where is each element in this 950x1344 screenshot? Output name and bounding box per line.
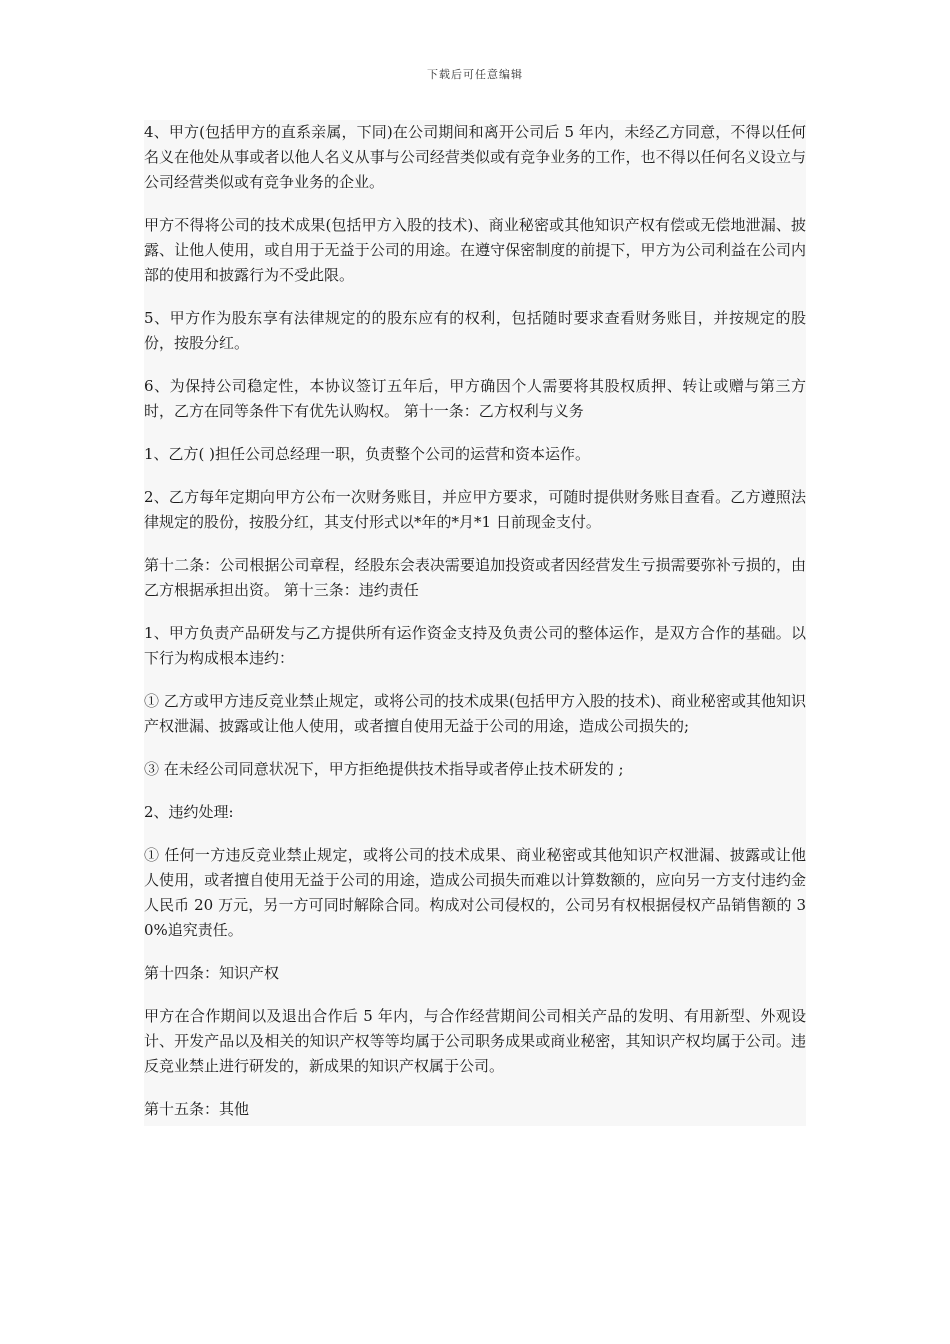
paragraph-breach-item-1: ① 乙方或甲方违反竞业禁止规定，或将公司的技术成果(包括甲方入股的技术)、商业秘密或其他知识产权泄漏、披露或让他人使用，或者擅自使用无益于公司的用途，造成公司损失的; bbox=[144, 692, 806, 735]
paragraph-article-12: 第十二条：公司根据公司章程，经股东会表决需要追加投资或者因经营发生亏损需要弥补亏损的，由乙方根据承担出资。 第十三条：违约责任 bbox=[144, 556, 806, 599]
paragraph-clause-6: 6、为保持公司稳定性，本协议签订五年后，甲方确因个人需要将其股权质押、转让或赠与第三方时，乙方在同等条件下有优先认购权。 第十一条：乙方权利与义务 bbox=[144, 377, 806, 420]
paragraph-ip-ownership: 甲方在合作期间以及退出合作后 5 年内，与合作经营期间公司相关产品的发明、有用新型、外观设计、开发产品以及相关的知识产权等等均属于公司职务成果或商业秘密，其知识产权均属于公司。违反竞业禁止进行研发的，新成果的知识产权属于公司。 bbox=[144, 1007, 806, 1075]
paragraph-article-14: 第十四条：知识产权 bbox=[144, 964, 280, 982]
paragraph-clause-4: 4、甲方(包括甲方的直系亲属，下同)在公司期间和离开公司后 5 年内，未经乙方同意，不得以任何名义在他处从事或者以他人名义从事与公司经营类似或有竞争业务的工作，也不得以任何名义设立与公司经营类似或有竞争业务的企业。 bbox=[144, 123, 806, 191]
paragraph-breach-1: 1、甲方负责产品研发与乙方提供所有运作资金支持及负责公司的整体运作，是双方合作的基础。以下行为构成根本违约： bbox=[144, 624, 806, 667]
paragraph-handling-item-1: ① 任何一方违反竞业禁止规定，或将公司的技术成果、商业秘密或其他知识产权泄漏、披露或让他人使用，或者擅自使用无益于公司的用途，造成公司损失而难以计算数额的，应向另一方支付违约金人民币 20 万元，另一方可同时解除合同。构成对公司侵权的，公司另有权根据侵权产品销售额的 30%追究责任。 bbox=[144, 846, 806, 939]
document-body bbox=[144, 120, 806, 1126]
paragraph-confidentiality: 甲方不得将公司的技术成果(包括甲方入股的技术)、商业秘密或其他知识产权有偿或无偿地泄漏、披露、让他人使用，或自用于无益于公司的用途。在遵守保密制度的前提下，甲方为公司利益在公司内部的使用和披露行为不受此限。 bbox=[144, 216, 806, 284]
paragraph-party-b-1: 1、乙方( )担任公司总经理一职，负责整个公司的运营和资本运作。 bbox=[144, 445, 591, 463]
paragraph-breach-item-3: ③ 在未经公司同意状况下，甲方拒绝提供技术指导或者停止技术研发的 ; bbox=[144, 760, 624, 778]
page-header: 下载后可任意编辑 bbox=[427, 68, 523, 81]
paragraph-clause-5: 5、甲方作为股东享有法律规定的的股东应有的权利，包括随时要求查看财务账目，并按规定的股份，按股分红。 bbox=[144, 309, 806, 352]
paragraph-breach-handling: 2、违约处理: bbox=[144, 803, 234, 821]
paragraph-article-15: 第十五条：其他 bbox=[144, 1100, 250, 1118]
paragraph-party-b-2: 2、乙方每年定期向甲方公布一次财务账目，并应甲方要求，可随时提供财务账目查看。乙方遵照法律规定的股份，按股分红，其支付形式以*年的*月*1 日前现金支付。 bbox=[144, 488, 806, 531]
